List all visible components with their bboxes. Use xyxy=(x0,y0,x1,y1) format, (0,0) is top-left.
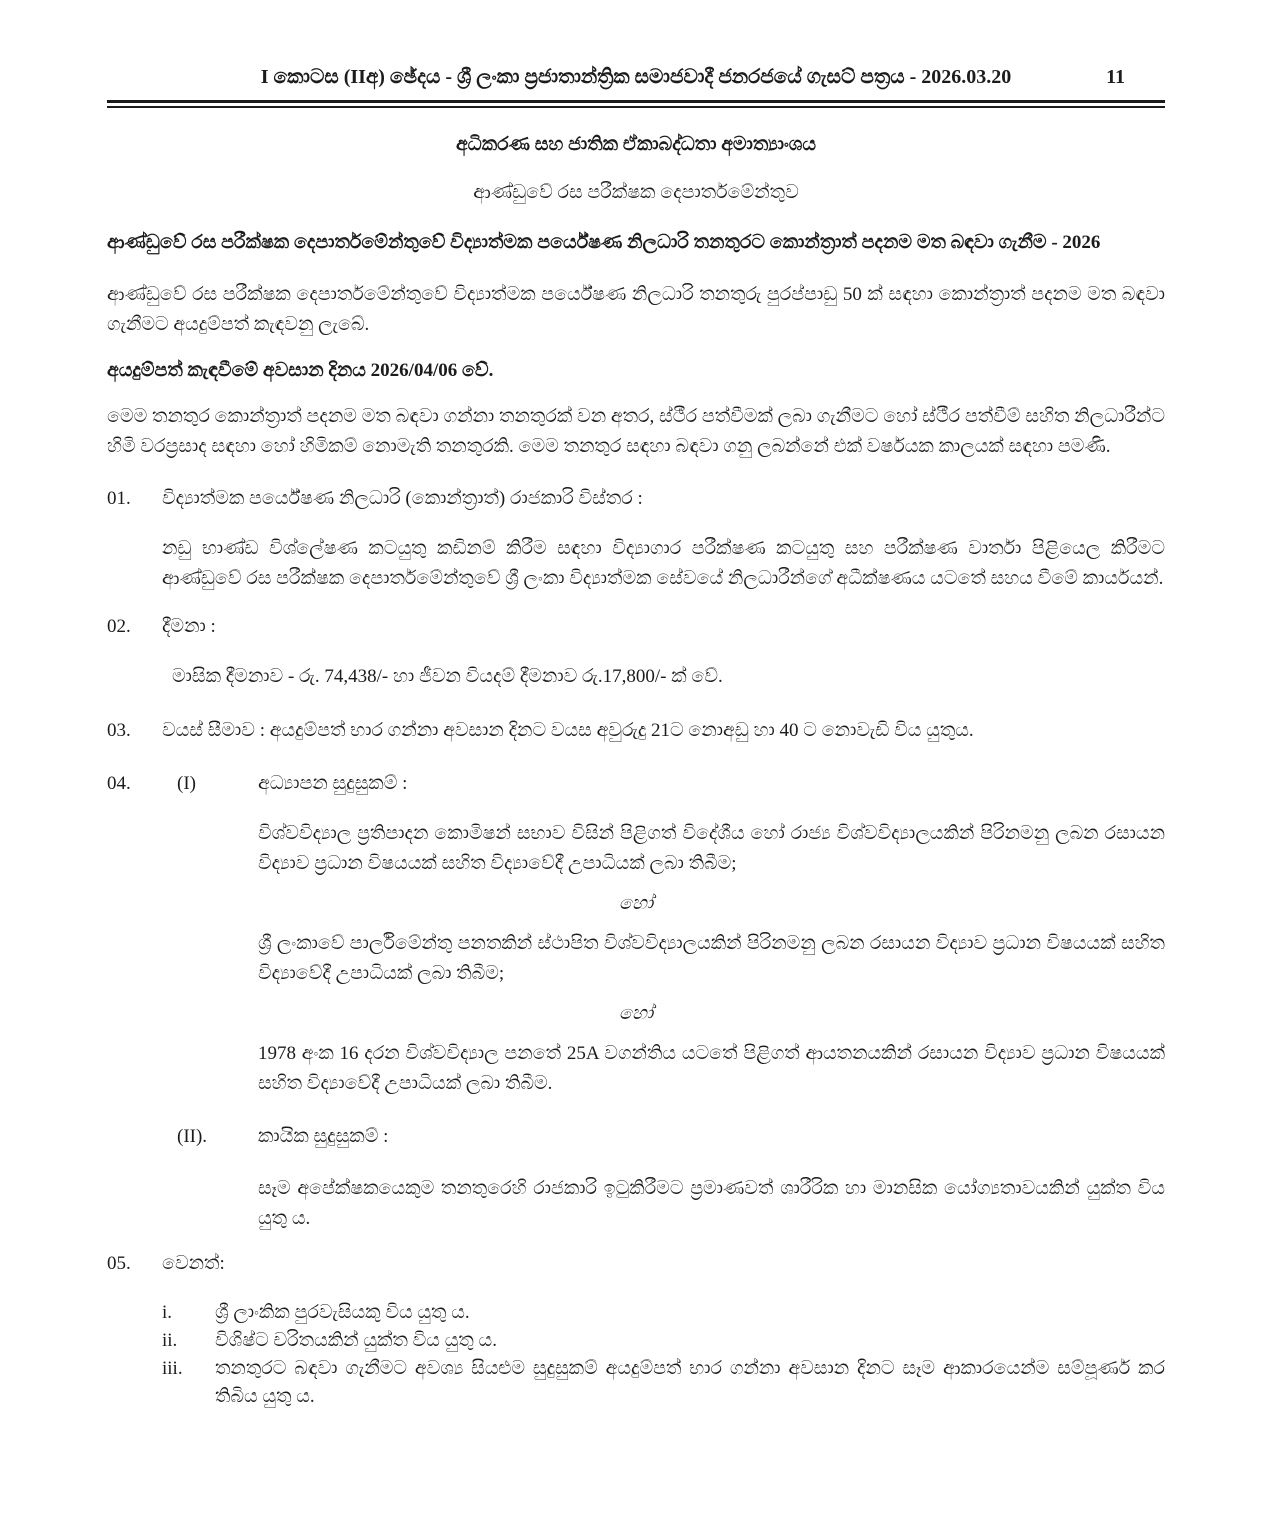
section-03 xyxy=(107,716,1165,746)
notice-title: ආණ්ඩුවේ රස පරීක්ෂක දෙපාර්තමේන්තුවේ විද්‍යාත්මක පර්යේෂණ නිලධාරි තනතුරට කොන්ත්‍රාත් පදනම මත බඳවා ගැනීම - 2026 xyxy=(107,232,1101,253)
section-01-body: නඩු භාණ්ඩ විශ්ලේෂණ කටයුතු කඩිනම් කිරීම සඳහා විද්‍යාගාර පරීක්ෂණ කටයුතු සහ පරීක්ෂණ වාර්තා පිළියෙල කිරීමට ආණ්ඩුවේ රස පරීක්ෂක දෙපාර්තමේන්තුවේ ශ්‍රී ලංකා විද්‍යාත්මක සේවයේ නිලධාරීන්ගේ අධීක්ෂණය යටතේ සහය වීමේ කාර්යයන්. xyxy=(162,538,1165,589)
section-05-heading: වෙනත්: xyxy=(162,1253,225,1274)
nature-paragraph: මෙම තනතුර කොන්ත්‍රාත් පදනම මත බඳවා ගන්නා තනතුරක් වන අතර, ස්ථීර පත්වීමක් ලබා ගැනීමට හෝ ස්ථීර පත්වීම් සහිත නිලධාරීන්ට හිමි වරප්‍රසාද සඳහා හෝ හිමිකම් නොමැති තනතුරකි. මෙම තනතුර සඳහා බඳවා ගනු ලබන්නේ එක් වර්ෂයක කාලයක් සඳහා පමණි. xyxy=(107,406,1165,457)
section-01-heading: විද්‍යාත්මක පර්යේෂණ නිලධාරි (කොන්ත්‍රාත්) රාජකාරි විස්තර : xyxy=(162,488,643,509)
section-01-number: 01. xyxy=(107,488,131,509)
section-04-sub2-para: සෑම අපේක්ෂකයෙකුම තනතුරෙහි රාජකාරි ඉටුකිරීමට ප්‍රමාණවත් ශාරීරික හා මානසික යෝග්‍යතාවයකින් යුක්ත විය යුතු ය. xyxy=(258,1178,1165,1229)
section-04 xyxy=(107,769,1165,799)
list-item-text: විශිෂ්ට චරිතයකින් යුක්ත විය යුතු ය. xyxy=(215,1330,497,1351)
list-item xyxy=(162,1327,1165,1355)
section-04-sub1-number: (I) xyxy=(177,773,196,794)
list-item-text: ශ්‍රී ලාංකික පුරවැසියකු විය යුතු ය. xyxy=(215,1302,470,1323)
or-separator-1: හෝ xyxy=(618,893,654,914)
running-head xyxy=(107,62,1165,92)
or-separator-2: හෝ xyxy=(618,1003,654,1024)
section-03-number: 03. xyxy=(107,720,131,741)
section-02-body: මාසික දීමනාව - රු. 74,438/- හා ජීවන වියදම් දීමනාව රු.17,800/- ක් වේ. xyxy=(172,666,723,687)
page-content xyxy=(0,62,1275,1411)
list-item xyxy=(162,1299,1165,1327)
intro-paragraph: ආණ්ඩුවේ රස පරීක්ෂක දෙපාර්තමේන්තුවේ විද්‍යාත්මක පර්යේෂණ නිලධාරි තනතුරු පුරප්පාඩු 50 ක් සඳහා කොන්ත්‍රාත් පදනම මත බඳවා ගැනීමට අයදුම්පත් කැඳවනු ලැබේ. xyxy=(107,284,1165,335)
page-number: 11 xyxy=(1106,66,1125,88)
section-05 xyxy=(107,1249,1165,1279)
section-04-sub2-number: (II). xyxy=(177,1126,208,1147)
section-04-sub2-heading: කායික සුදුසුකම් : xyxy=(258,1126,389,1147)
section-04-number: 04. xyxy=(107,773,131,794)
department-title: ආණ්ඩුවේ රස පරීක්ෂක දෙපාර්තමේන්තුව xyxy=(473,182,799,203)
closing-date-line: අයදුම්පත් කැඳවීමේ අවසාන දිනය 2026/04/06 වේ. xyxy=(107,360,494,381)
conditions-list xyxy=(162,1299,1165,1411)
ministry-title: අධිකරණ සහ ජාතික ඒකාබද්ධතා අමාත්‍යාංශය xyxy=(455,134,817,155)
section-04-sub1-para3: 1978 අංක 16 දරන විශ්වවිද්‍යාල පනතේ 25A වගන්තිය යටතේ පිළිගත් ආයතනයකින් රසායන විද්‍යාව ප්‍රධාන විෂයයක් සහිත විද්‍යාවේදී උපාධියක් ලබා තිබීම. xyxy=(258,1043,1165,1094)
section-04-sub1-para2: ශ්‍රී ලංකාවේ පාර්ලිමේන්තු පනතකින් ස්ථාපිත විශ්වවිද්‍යාලයකින් පිරිනමනු ලබන රසායන විද්‍යාව ප්‍රධාන විෂයයක් සහිත විද්‍යාවේදී උපාධියක් ලබා තිබීම; xyxy=(258,933,1165,984)
gazette-header-title: I කොටස (IIඅ) ඡේදය - ශ්‍රී ලංකා ප්‍රජාතාන්ත්‍රික සමාජවාදී ජනරජයේ ගැසට් පත්‍රය - 2026.03.20 xyxy=(260,66,1012,88)
section-04-sub1-para1: විශ්වවිද්‍යාල ප්‍රතිපාදන කොමිෂන් සභාව විසින් පිළිගත් විදේශීය හෝ රාජ්‍ය විශ්වවිද්‍යාලයකින් පිරිනමනු ලබන රසායන විද්‍යාව ප්‍රධාන විෂයයක් සහිත විද්‍යාවේදී උපාධියක් ලබා තිබීම; xyxy=(258,823,1165,874)
section-04-sub2 xyxy=(107,1122,1165,1152)
section-02-number: 02. xyxy=(107,616,131,637)
list-item-text: තනතුරට බඳවා ගැනීමට අවශ්‍ය සියළුම සුදුසුකම් අයදුම්පත් භාර ගන්නා අවසාන දිනට සෑම ආකාරයෙන්ම සම්පූර්ණ කර තිබිය යුතු ය. xyxy=(215,1358,1165,1407)
section-04-sub1-heading: අධ්‍යාපන සුදුසුකම් : xyxy=(258,773,408,794)
list-item-numeral: ii. xyxy=(162,1330,178,1351)
section-01 xyxy=(107,484,1165,514)
section-04-sub2-spacer xyxy=(107,1122,162,1152)
list-item-numeral: iii. xyxy=(162,1358,183,1379)
section-02-heading: දීමනා : xyxy=(162,616,216,637)
section-05-number: 05. xyxy=(107,1253,131,1274)
double-rule xyxy=(107,100,1165,108)
section-02 xyxy=(107,612,1165,642)
list-item xyxy=(162,1355,1165,1411)
section-03-heading: වයස් සීමාව : අයදුම්පත් භාර ගන්නා අවසාන දිනට වයස අවුරුදු 21ට නොඅඩු හා 40 ට නොවැඩි විය යුතුය. xyxy=(162,720,974,741)
list-item-numeral: i. xyxy=(162,1302,173,1323)
